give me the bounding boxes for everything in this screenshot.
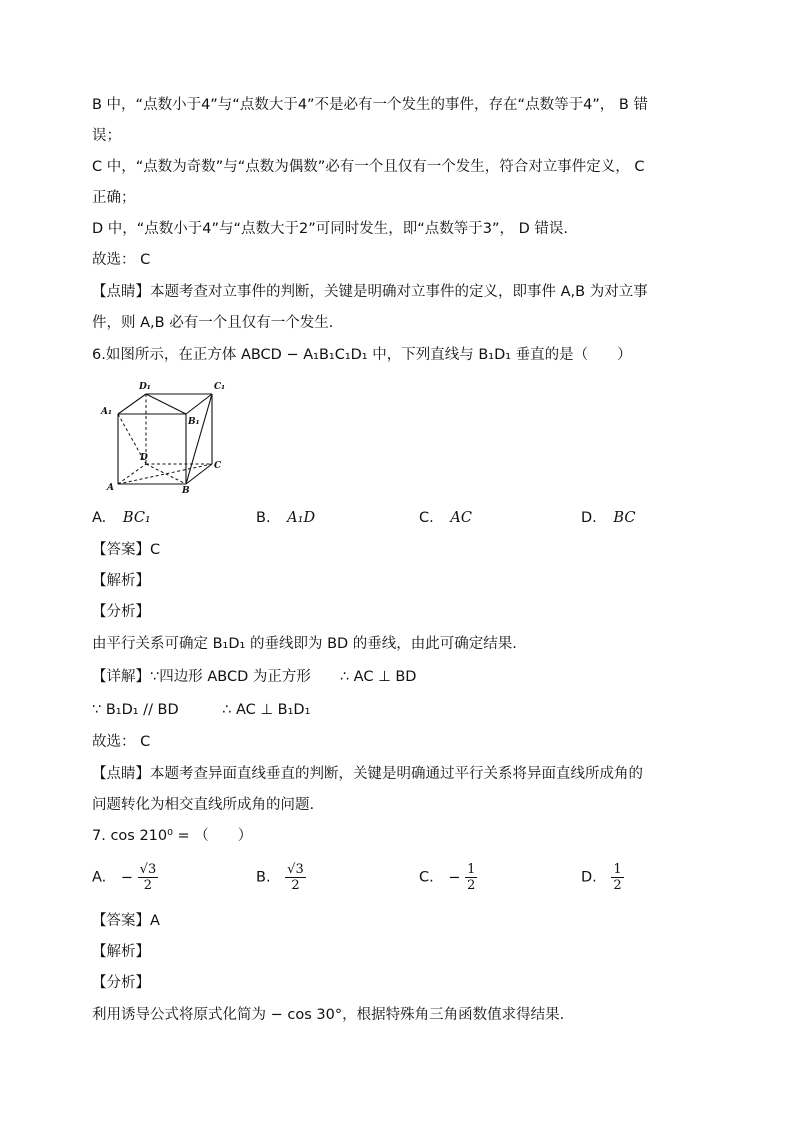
detail-line-1: 【详解】∵四边形 ABCD 为正方形 ∴ AC ⊥ BD bbox=[92, 669, 417, 685]
option-letter: D. bbox=[581, 869, 597, 886]
breakdown-heading-6: 【分析】 bbox=[92, 604, 150, 620]
remark-6: 【点睛】本题考查异面直线垂直的判断，关键是明确通过平行关系将异面直线所成角的 bbox=[92, 766, 643, 782]
label-a: A bbox=[107, 483, 114, 493]
analysis-heading-7: 【解析】 bbox=[92, 944, 150, 960]
label-c: C bbox=[214, 461, 222, 471]
fraction-denominator: 2 bbox=[143, 878, 153, 893]
breakdown-heading-7: 【分析】 bbox=[92, 975, 150, 991]
label-d: D bbox=[140, 453, 148, 463]
fraction-numerator: √3 bbox=[139, 862, 157, 877]
breakdown-text-7: 利用诱导公式将原式化简为 − cos 30°，根据特殊角三角函数值求得结果. bbox=[92, 1007, 565, 1023]
option-sign: − bbox=[448, 869, 461, 886]
q6-option-b bbox=[256, 508, 315, 528]
remark-6-cont: 问题转化为相交直线所成角的问题. bbox=[92, 797, 315, 813]
option-expr: AC bbox=[450, 510, 472, 526]
option-letter: C. bbox=[419, 869, 434, 886]
option-expr: BC bbox=[613, 510, 636, 526]
option-letter: C. bbox=[419, 510, 434, 526]
label-c1: C₁ bbox=[214, 382, 226, 392]
fraction-denominator: 2 bbox=[291, 878, 300, 893]
fraction-denominator: 2 bbox=[613, 878, 622, 893]
remark-line: 【点睛】本题考查对立事件的判断，关键是明确对立事件的定义，即事件 A,B 为对立事 bbox=[92, 284, 648, 300]
option-fraction bbox=[465, 862, 477, 893]
option-sign: − bbox=[120, 869, 134, 886]
option-fraction bbox=[285, 862, 306, 893]
q7-option-a bbox=[92, 862, 158, 893]
option-letter: A. bbox=[92, 510, 107, 526]
option-fraction bbox=[611, 862, 623, 893]
choice-line: 故选： C bbox=[92, 252, 151, 268]
answer-7: 【答案】A bbox=[92, 913, 160, 929]
option-letter: B. bbox=[256, 869, 271, 886]
q7-option-c bbox=[419, 862, 477, 893]
question-6: 6.如图所示，在正方体 ABCD − A₁B₁C₁D₁ 中，下列直线与 B₁D₁ 垂直的是（ ） bbox=[92, 347, 632, 363]
cube-figure bbox=[98, 376, 230, 496]
fraction-denominator: 2 bbox=[467, 878, 476, 893]
line-c-explanation: C 中，“点数为奇数”与“点数为偶数”必有一个且仅有一个发生，符合对立事件定义， C bbox=[92, 159, 645, 175]
q6-option-d bbox=[581, 508, 635, 528]
fraction-numerator: 1 bbox=[613, 862, 622, 877]
question-7: 7. cos 210⁰ = （ ） bbox=[92, 828, 253, 844]
label-a1: A₁ bbox=[101, 407, 112, 417]
option-expr: BC₁ bbox=[122, 510, 151, 526]
option-expr: A₁D bbox=[287, 510, 316, 526]
q7-option-d bbox=[581, 862, 624, 893]
remark-line-cont: 件，则 A,B 必有一个且仅有一个发生. bbox=[92, 315, 334, 331]
label-b1: B₁ bbox=[188, 417, 200, 427]
option-letter: A. bbox=[92, 869, 107, 886]
analysis-heading-6: 【解析】 bbox=[92, 573, 150, 589]
answer-6: 【答案】C bbox=[92, 542, 161, 558]
line-b-explanation: B 中，“点数小于4”与“点数大于4”不是必有一个发生的事件，存在“点数等于4”， B 错 bbox=[92, 97, 648, 113]
option-fraction bbox=[138, 862, 159, 893]
option-letter: B. bbox=[256, 510, 271, 526]
q7-option-b bbox=[256, 862, 306, 893]
choice-line-6: 故选： C bbox=[92, 734, 151, 750]
option-letter: D. bbox=[581, 510, 597, 526]
detail-line-2: ∵ B₁D₁ // BD ∴ AC ⊥ B₁D₁ bbox=[92, 702, 311, 718]
label-b: B bbox=[182, 486, 190, 496]
q6-option-c bbox=[419, 508, 472, 528]
fraction-numerator: √3 bbox=[287, 862, 304, 877]
line-c-explanation-cont: 正确； bbox=[92, 190, 136, 206]
label-d1: D₁ bbox=[139, 382, 151, 392]
breakdown-text-6: 由平行关系可确定 B₁D₁ 的垂线即为 BD 的垂线，由此可确定结果. bbox=[92, 636, 517, 652]
q6-option-a bbox=[92, 508, 151, 528]
line-d-explanation: D 中，“点数小于4”与“点数大于2”可同时发生，即“点数等于3”， D 错误. bbox=[92, 221, 569, 237]
fraction-numerator: 1 bbox=[467, 862, 476, 877]
line-b-explanation-cont: 误； bbox=[92, 128, 121, 144]
